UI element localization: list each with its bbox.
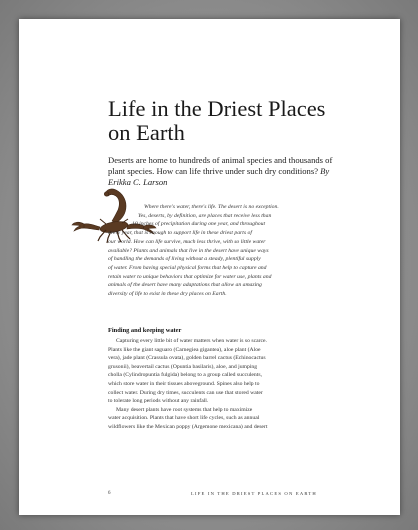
page-number: 6: [108, 491, 111, 496]
intro-line: animals of the desert have many adaptations that allow an amazing: [108, 282, 262, 289]
section-heading: Finding and keeping water: [108, 327, 182, 334]
document-page: [19, 19, 400, 515]
body-line: cholla (Cylindropuntia fulgida) belong to a group called succulents,: [108, 372, 262, 379]
running-footer: LIFE IN THE DRIEST PLACES ON EARTH: [191, 491, 317, 496]
intro-line: Yes, deserts, by definition, are places that receive less than: [138, 212, 272, 219]
article-title: [108, 97, 378, 145]
body-line: collect water. During dry times, succulents can use that stored water: [108, 389, 263, 396]
body-line: grusonii), beavertail cactus (Opuntia basilaris), aloe, and jumping: [108, 363, 258, 370]
body-line: Many desert plants have root systems that help to maximize: [116, 406, 253, 413]
intro-line: of water. From having special physical forms that help to capture and: [108, 264, 267, 271]
intro-line: available? Plants and animals that live in the desert have unique ways: [108, 247, 269, 254]
body-line: water acquisition. Plants that have short life cycles, such as annual: [108, 415, 260, 422]
body-line: which store water in their tissues aboveground. Spines also help to: [108, 380, 260, 387]
intro-paragraph: [108, 203, 344, 299]
intro-line: of handling the demands of living without a steady, plentiful supply: [108, 256, 261, 263]
intro-line: Where there's water, there's life. The desert is no exception.: [144, 204, 279, 210]
intro-line: 10 inches of precipitation during one year, and throughout: [132, 221, 266, 228]
title-line-2: on Earth: [108, 120, 185, 145]
body-line: vera), jade plant (Crassula ovata), golden barrel cactus (Echinocactus: [108, 355, 266, 362]
intro-line: every year, that is enough to support life in these driest parts of: [108, 230, 252, 237]
title-line-1: Life in the Driest Places: [108, 96, 326, 121]
body-line: to tolerate long periods without any rainfall.: [108, 398, 209, 405]
intro-line: our world. How can life survive, much less thrive, with so little water: [108, 238, 266, 245]
byline: By Erikka C. Larson: [108, 166, 330, 188]
intro-line: diversity of life to exist in these dry places on Earth.: [108, 291, 227, 298]
body-line: wildflowers like the Mexican poppy (Argemone mexicana) and desert: [108, 423, 268, 430]
body-line: Plants like the giant saguaro (Carnegiea gigantea), aloe plant (Aloe: [108, 346, 261, 353]
body-paragraph: [108, 337, 344, 432]
intro-line: retain water to unique behaviors that optimize for water use, plants and: [108, 273, 272, 280]
dek-text: Deserts are home to hundreds of animal species and thousands of plant species. How can life thrive under such dry conditions?: [108, 155, 333, 177]
body-line: Capturing every little bit of water matters when water is so scarce.: [116, 338, 267, 344]
